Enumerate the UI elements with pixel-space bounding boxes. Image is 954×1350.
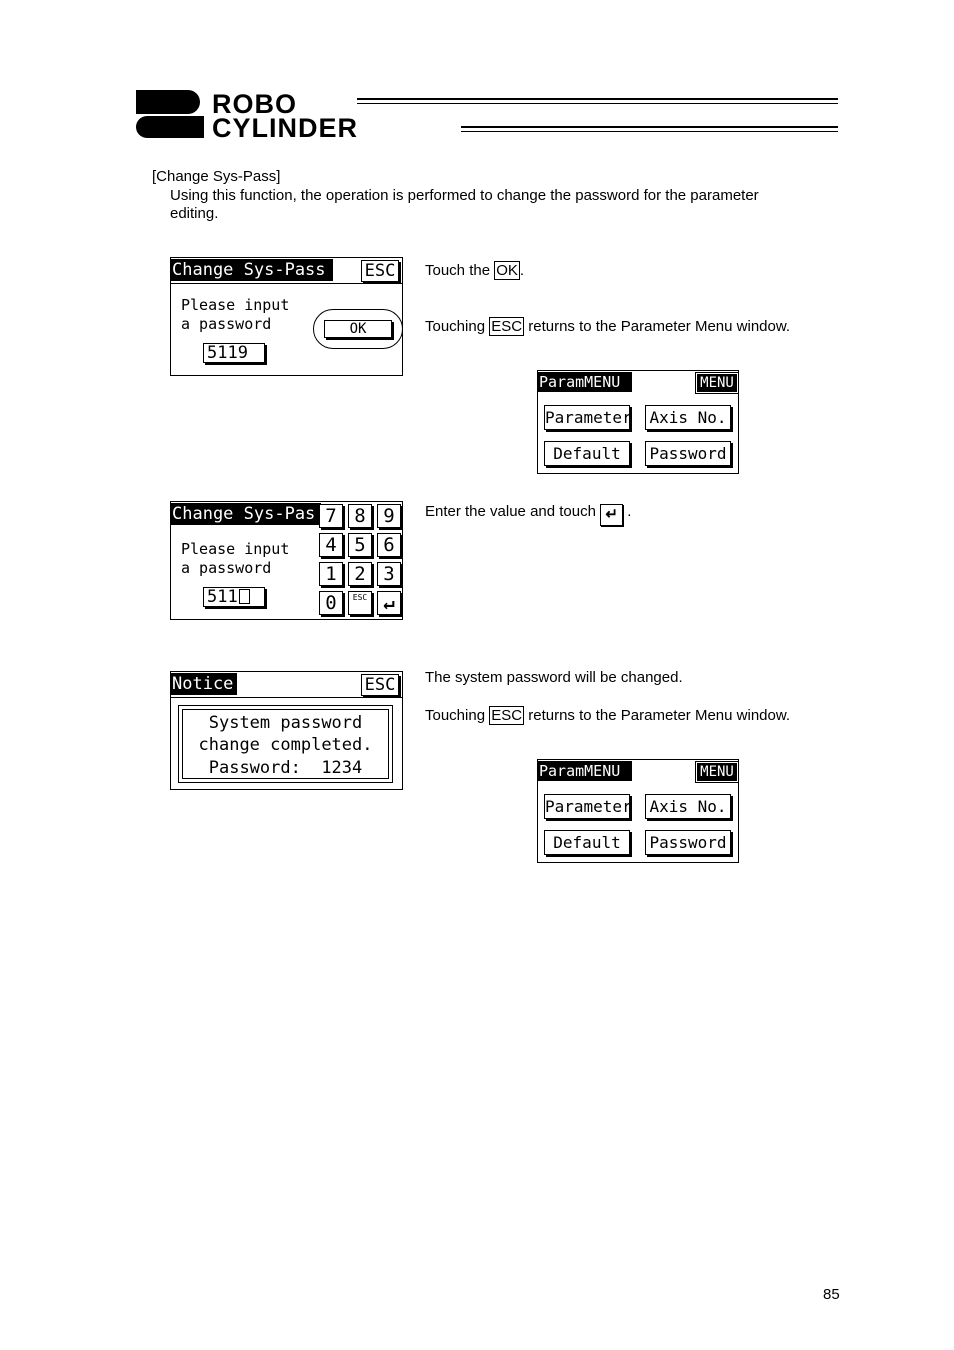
header-rule-top-1 [357,98,838,100]
step2-instruction [425,503,631,526]
logo-text-robo: ROBO [212,89,297,119]
password-value-text: 511 [207,587,238,607]
step2-text-pre: Enter the value and touch [425,503,601,520]
password-value-field[interactable] [203,587,265,607]
key-5[interactable]: 5 [348,533,372,557]
parameter-button[interactable]: Parameter [544,405,630,430]
menu-button-label: MENU [700,375,734,391]
step1-esc-pre: Touching [425,318,490,335]
step3-esc-post: returns to the Parameter Menu window. [524,707,791,724]
ok-key-ref: OK [496,262,518,279]
param-menu-title: ParamMENU [538,372,632,392]
parameter-button[interactable]: Parameter [544,794,630,819]
prompt-line-2: a password [181,559,272,577]
step1-instruction-ok [425,262,524,280]
param-menu-title: ParamMENU [538,761,632,781]
step2-text-post: . [623,503,632,520]
menu-button[interactable] [696,373,738,393]
esc-key-ref: ESC [491,707,523,724]
step3-esc-pre: Touching [425,707,490,724]
prompt-line-1: Please input [181,540,290,558]
logo-r-mark [136,90,200,114]
intro-line-1: Using this function, the operation is performed to change the password for the parameter [170,187,759,204]
enter-key-ref: ↵ [600,504,623,526]
key-4[interactable]: 4 [319,533,343,557]
change-syspass-keypad-screen [170,501,403,620]
key-esc[interactable]: ESC [348,591,372,615]
step3-instruction-esc [425,707,790,725]
key-1[interactable]: 1 [319,562,343,586]
key-3[interactable]: 3 [377,562,401,586]
prompt-line-1: Please input [181,296,290,314]
password-button[interactable]: Password [645,441,731,466]
key-enter[interactable]: ↵ [377,591,401,615]
step3-text-1: The system password will be changed. [425,669,683,686]
key-2[interactable]: 2 [348,562,372,586]
titlebar-underline [171,283,402,284]
intro-line-2: editing. [170,205,219,222]
header-rule-bottom-1 [461,126,838,128]
axis-no-button[interactable]: Axis No. [645,794,731,819]
axis-no-button[interactable]: Axis No. [645,405,731,430]
page-number: 85 [823,1286,840,1303]
step1-text-post: . [519,262,525,279]
key-7[interactable]: 7 [319,504,343,528]
ok-highlight-circle [313,309,403,349]
menu-button[interactable] [696,762,738,782]
notice-line-1: System password [208,713,363,733]
esc-button[interactable]: ESC [361,674,399,696]
esc-key-ref: ESC [491,318,523,335]
step1-instruction-esc [425,318,790,336]
notice-screen [170,671,403,790]
esc-button[interactable]: ESC [361,260,399,282]
param-menu-screen-1 [537,370,739,474]
notice-title: Notice [171,673,237,695]
password-button[interactable]: Password [645,830,731,855]
prompt-line-2: a password [181,315,272,333]
text-cursor [239,589,250,604]
notice-line-2: change completed. [198,735,373,755]
notice-message-box [178,705,393,783]
titlebar-underline [171,697,402,698]
password-value-field[interactable]: 5119 [203,343,265,363]
screen-title: Change Sys-Pass [171,259,333,281]
key-6[interactable]: 6 [377,533,401,557]
logo-c-mark [136,116,204,138]
screen-title: Change Sys-Pas [171,503,321,525]
logo-text-cylinder: CYLINDER [212,113,359,143]
default-button[interactable]: Default [544,441,630,466]
ok-button[interactable]: OK [324,320,392,338]
menu-button-label: MENU [700,764,734,780]
key-9[interactable]: 9 [377,504,401,528]
notice-line-3: Password: 1234 [208,758,363,778]
step1-text-pre: Touch the [425,262,495,279]
header-rule-top-2 [357,103,838,104]
step1-esc-post: returns to the Parameter Menu window. [524,318,791,335]
default-button[interactable]: Default [544,830,630,855]
header-rule-bottom-2 [461,131,838,132]
section-heading: [Change Sys-Pass] [152,168,281,185]
key-8[interactable]: 8 [348,504,372,528]
param-menu-screen-2 [537,759,739,863]
key-0[interactable]: 0 [319,591,343,615]
